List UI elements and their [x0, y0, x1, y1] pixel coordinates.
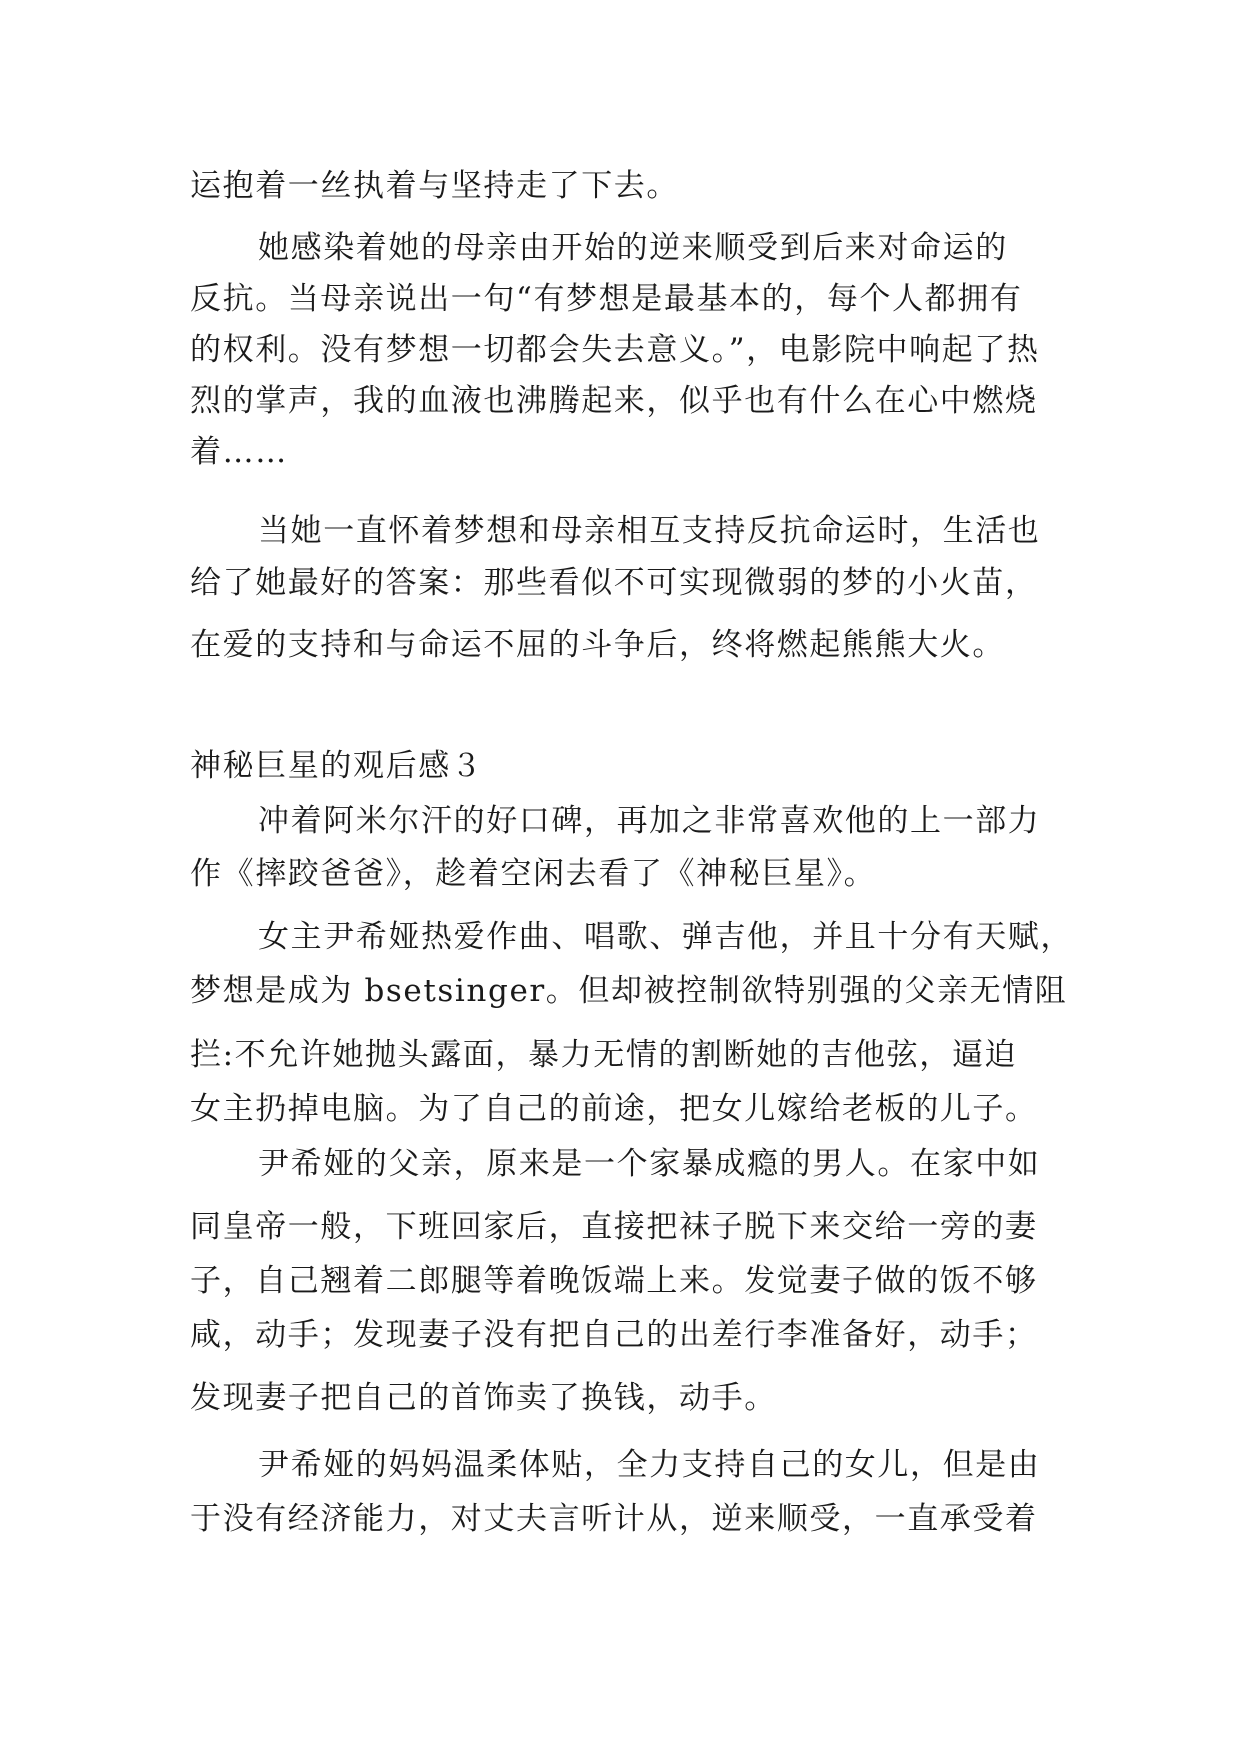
- text-line: 在爱的支持和与命运不屈的斗争后，终将燃起熊熊大火。: [190, 627, 1005, 663]
- text-line: 子，自己翘着二郎腿等着晚饭端上来。发觉妻子做的饭不够: [190, 1263, 1038, 1299]
- section-heading: 神秘巨星的观后感３: [190, 748, 484, 784]
- text-line: 同皇帝一般，下班回家后，直接把袜子脱下来交给一旁的妻: [190, 1209, 1038, 1245]
- text-line: 反抗。当母亲说出一句“有梦想是最基本的，每个人都拥有: [190, 281, 1023, 317]
- paragraph-first-line: 当她一直怀着梦想和母亲相互支持反抗命运时，生活也: [258, 513, 1041, 549]
- paragraph-first-line: 尹希娅的父亲，原来是一个家暴成瘾的男人。在家中如: [258, 1146, 1041, 1182]
- text-line: 咸，动手；发现妻子没有把自己的出差行李准备好，动手；: [190, 1317, 1038, 1353]
- text-line: 着……: [190, 434, 288, 470]
- text-line: 拦:不允许她抛头露面，暴力无情的割断她的吉他弦，逼迫: [190, 1037, 1018, 1073]
- text-line: 作《摔跤爸爸》，趁着空闲去看了《神秘巨星》。: [190, 856, 877, 892]
- paragraph-first-line: 女主尹希娅热爱作曲、唱歌、弹吉他，并且十分有天赋，: [258, 919, 1073, 955]
- text-line: 给了她最好的答案：那些看似不可实现微弱的梦的小火苗，: [190, 565, 1038, 601]
- paragraph-first-line: 她感染着她的母亲由开始的逆来顺受到后来对命运的: [258, 230, 1008, 266]
- paragraph-first-line: 冲着阿米尔汗的好口碑，再加之非常喜欢他的上一部力: [258, 803, 1041, 839]
- text-line: 于没有经济能力，对丈夫言听计从，逆来顺受，一直承受着: [190, 1501, 1038, 1537]
- text-line: 发现妻子把自己的首饰卖了换钱，动手。: [190, 1380, 777, 1416]
- text-line: 烈的掌声，我的血液也沸腾起来，似乎也有什么在心中燃烧: [190, 383, 1038, 419]
- text-line: 梦想是成为 bsetsinger。但却被控制欲特别强的父亲无情阻: [190, 973, 1068, 1009]
- paragraph-first-line: 尹希娅的妈妈温柔体贴，全力支持自己的女儿，但是由: [258, 1447, 1041, 1483]
- text-line: 运抱着一丝执着与坚持走了下去。: [190, 168, 679, 204]
- text-line: 的权利。没有梦想一切都会失去意义。”，电影院中响起了热: [190, 332, 1040, 368]
- text-line: 女主扔掉电脑。为了自己的前途，把女儿嫁给老板的儿子。: [190, 1091, 1038, 1127]
